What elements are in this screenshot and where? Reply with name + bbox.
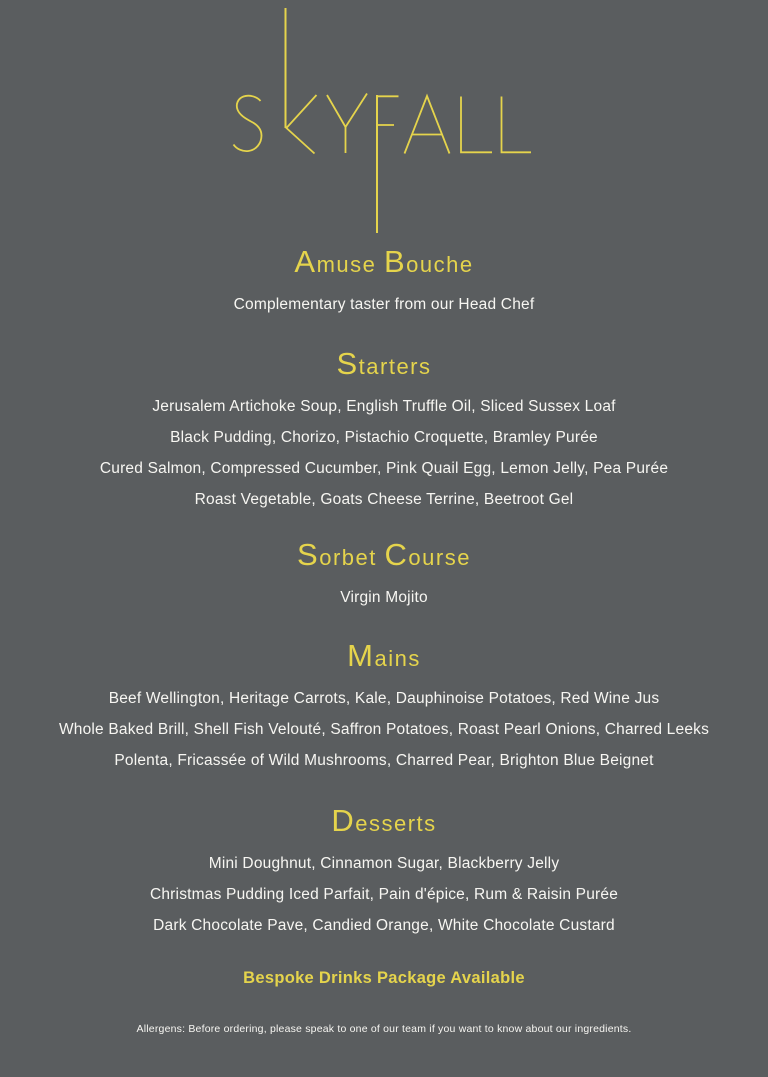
logo-letter-l2	[502, 97, 532, 153]
menu-item: Polenta, Fricassée of Wild Mushrooms, Charred Pear, Brighton Blue Beignet	[114, 752, 654, 769]
menu-item: Christmas Pudding Iced Parfait, Pain d'épice, Rum & Raisin Purée	[149, 886, 619, 903]
logo-letter-k	[286, 95, 316, 154]
heading-starters: Starters	[336, 346, 432, 381]
menu-item: Dark Chocolate Pave, Candied Orange, White Chocolate Custard	[153, 917, 615, 934]
section-sorbet-course	[0, 537, 768, 613]
drinks-note: Bespoke Drinks Package Available	[243, 969, 525, 987]
logo-letter-l1	[461, 97, 492, 153]
allergens-note: Allergens: Before ordering, please speak to one of our team if you want to know about our ingredients.	[136, 1023, 632, 1035]
menu-item: Black Pudding, Chorizo, Pistachio Croquette, Bramley Purée	[170, 429, 598, 446]
skyfall-logo-graphic	[0, 0, 768, 240]
logo-letter-s	[234, 96, 262, 151]
section-mains	[0, 638, 768, 776]
menu-item: Jerusalem Artichoke Soup, English Truffle Oil, Sliced Sussex Loaf	[152, 398, 616, 415]
logo-letter-f-bars	[377, 96, 399, 125]
section-desserts	[0, 803, 768, 941]
menu-item: Beef Wellington, Heritage Carrots, Kale, Dauphinoise Potatoes, Red Wine Jus	[108, 690, 660, 707]
menu-item: Mini Doughnut, Cinnamon Sugar, Blackberry Jelly	[208, 855, 560, 872]
heading-mains: Mains	[347, 638, 421, 673]
logo-letter-y	[327, 94, 367, 128]
heading-desserts: Desserts	[331, 803, 437, 838]
heading-amuse-bouche: Amuse Bouche	[294, 244, 474, 279]
logo-letter-a	[405, 96, 450, 154]
menu-item: Cured Salmon, Compressed Cucumber, Pink Quail Egg, Lemon Jelly, Pea Purée	[99, 460, 669, 477]
section-amuse-bouche	[0, 244, 768, 320]
skyfall-logo	[0, 0, 768, 240]
menu-item: Whole Baked Brill, Shell Fish Velouté, Saffron Potatoes, Roast Pearl Onions, Charred Leeks	[58, 721, 710, 738]
heading-sorbet-course: Sorbet Course	[297, 537, 471, 572]
menu-item: Virgin Mojito	[340, 589, 428, 606]
menu-item: Roast Vegetable, Goats Cheese Terrine, Beetroot Gel	[194, 491, 574, 508]
section-starters	[0, 346, 768, 515]
menu-item: Complementary taster from our Head Chef	[233, 296, 535, 313]
